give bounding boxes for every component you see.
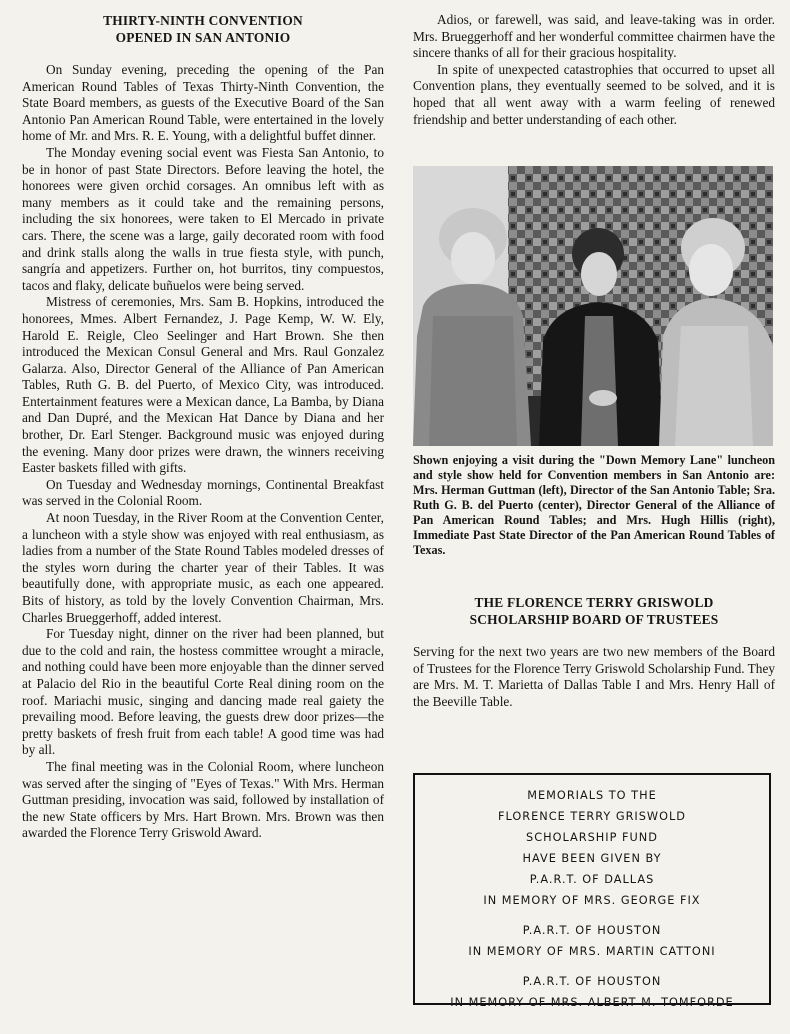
memorial-heading-line: MEMORIALS TO THE (527, 789, 657, 802)
memorial-table: P.A.R.T. OF HOUSTON (522, 975, 662, 988)
memorial-heading-line: HAVE BEEN GIVEN BY (522, 852, 662, 865)
scholarship-body: Serving for the next two years are two new members of the Board of Trustees for the Florence Terry Griswold Scholarship Fund. They are Mrs. M. T. Marietta of Dallas Table I and Mrs. Henry Hall of the Beeville Table. (413, 644, 775, 709)
article-paragraph: The final meeting was in the Colonial Room, where luncheon was served after the singing of "Eyes of Texas." With Mrs. Herman Guttman presiding, invocation was said, followed by installation of the new State officers by Mrs. Hart Brown. Mrs. Brown was then awarded the Florence Terry Griswold Award. (22, 758, 384, 841)
convention-headline (22, 12, 384, 46)
scholarship-headline (413, 594, 775, 628)
scholarship-article (413, 594, 775, 710)
memorial-table: P.A.R.T. OF HOUSTON (522, 924, 662, 937)
group-photo (413, 166, 773, 446)
article-continuation (413, 12, 775, 128)
memorial-table: P.A.R.T. OF DALLAS (529, 873, 655, 886)
convention-article (22, 12, 384, 842)
memorial-heading-line: FLORENCE TERRY GRISWOLD (497, 810, 686, 823)
article-paragraph: In spite of unexpected catastrophies that occurred to upset all Convention plans, they eventually seemed to be solved, and it is hoped that all went away with a warm feeling of renewed friendship and better understanding of each other. (413, 61, 775, 127)
article-paragraph: At noon Tuesday, in the River Room at the Convention Center, a luncheon with a style show was enjoyed with real enthusiasm, as ladies from a number of the State Round Tables modeled dresses of the styles worn during the charter year of their Tables. It was beautifully done, with appropriate music, as each one appeared. Bits of history, as told by the lovely Convention Chairman, Mrs. Charles Brueggerhoff, added interest. (22, 510, 384, 625)
article-paragraph: Mistress of ceremonies, Mrs. Sam B. Hopkins, introduced the honorees, Mmes. Albert Fernandez, J. Page Kemp, W. W. Ely, Harold E. Reigle, Cleo Seelinger and Hart Brown. She then introduced the Mexican Consul General and Mrs. Raul Gonzalez Galarza. Also, Director General of the Alliance of Pan American Tables, Ruth G. B. del Puerto, of Mexico City, was introduced. Entertainment features were a Mexican dance, La Bamba, by Diana and Dan Dupré, and the Mexican Hat Dance by Diana and her brother, Dr. Earl Stenger. Background music was enjoyed during the evening. Many door prizes were drawn, the winners receiving Easter baskets filled with gifts. (22, 294, 384, 476)
memorial-dedication: IN MEMORY OF MRS. GEORGE FIX (483, 894, 701, 907)
photo-illustration (413, 166, 773, 446)
memorial-dedication: IN MEMORY OF MRS. MARTIN CATTONI (468, 945, 716, 958)
headline-line-1: THE FLORENCE TERRY GRISWOLD (474, 595, 714, 610)
memorials-box (413, 773, 771, 1009)
headline-line-1: THIRTY-NINTH CONVENTION (103, 13, 303, 28)
article-paragraph: For Tuesday night, dinner on the river had been planned, but due to the cold and rain, the hostess committee wrought a miracle, and nothing could have been more enjoyable than the dinner served at Palacio del Rio in the beautiful Corte Real dining room on the roof. Mariachi music, singing and dancing made real gaiety the prevailing mood. Before leaving, the guests drew door prizes—the pretty baskets of fresh fruit from each table! A good time was had by all. (22, 626, 384, 758)
article-paragraph: The Monday evening social event was Fiesta San Antonio, to be in honor of past State Directors. Before leaving the hotel, the honorees were given orchid corsages. An omnibus left with as many members as it could take and the remaining persons, including the six honorees, were taken to El Mercado in private cars. There, the scene was a large, gaily decorated room with food and drink stalls along the walls in true fiesta style, with punch, sangría and appetizers. Further on, hot burritos, tiny compuestos, tacos and flaky, delicate buñuelos were being served. (22, 144, 384, 293)
headline-line-2: SCHOLARSHIP BOARD OF TRUSTEES (469, 612, 719, 627)
headline-line-2: OPENED IN SAN ANTONIO (115, 30, 291, 45)
article-paragraph: On Tuesday and Wednesday mornings, Continental Breakfast was served in the Colonial Room. (22, 476, 384, 509)
article-paragraph: Adios, or farewell, was said, and leave-taking was in order. Mrs. Brueggerhoff and her wonderful committee chairmen have the sincere thanks of all for their gracious hospitality. (413, 12, 775, 61)
photo-caption: Shown enjoying a visit during the "Down Memory Lane" luncheon and style show held for Convention members in San Antonio are: Mrs. Herman Guttman (left), Director of the San Antonio Table; Sra. Ruth G. B. del Puerto (center), Director General of the Alliance of Pan American Round Tables; and Mrs. Hugh Hillis (right), Immediate Past State Director of the Pan American Round Tables of Texas. (413, 453, 775, 557)
article-paragraph: On Sunday evening, preceding the opening of the Pan American Round Tables of Texas Thirty-Ninth Convention, the State Board members, as guests of the Executive Board of the San Antonio Pan American Round Table, were entertained in the lovely home of Mr. and Mrs. R. E. Young, with a delightful buffet dinner. (22, 62, 384, 144)
memorial-heading-line: SCHOLARSHIP FUND (526, 831, 658, 844)
memorial-dedication: IN MEMORY OF MRS. ALBERT M. TOMFORDE (450, 996, 734, 1009)
